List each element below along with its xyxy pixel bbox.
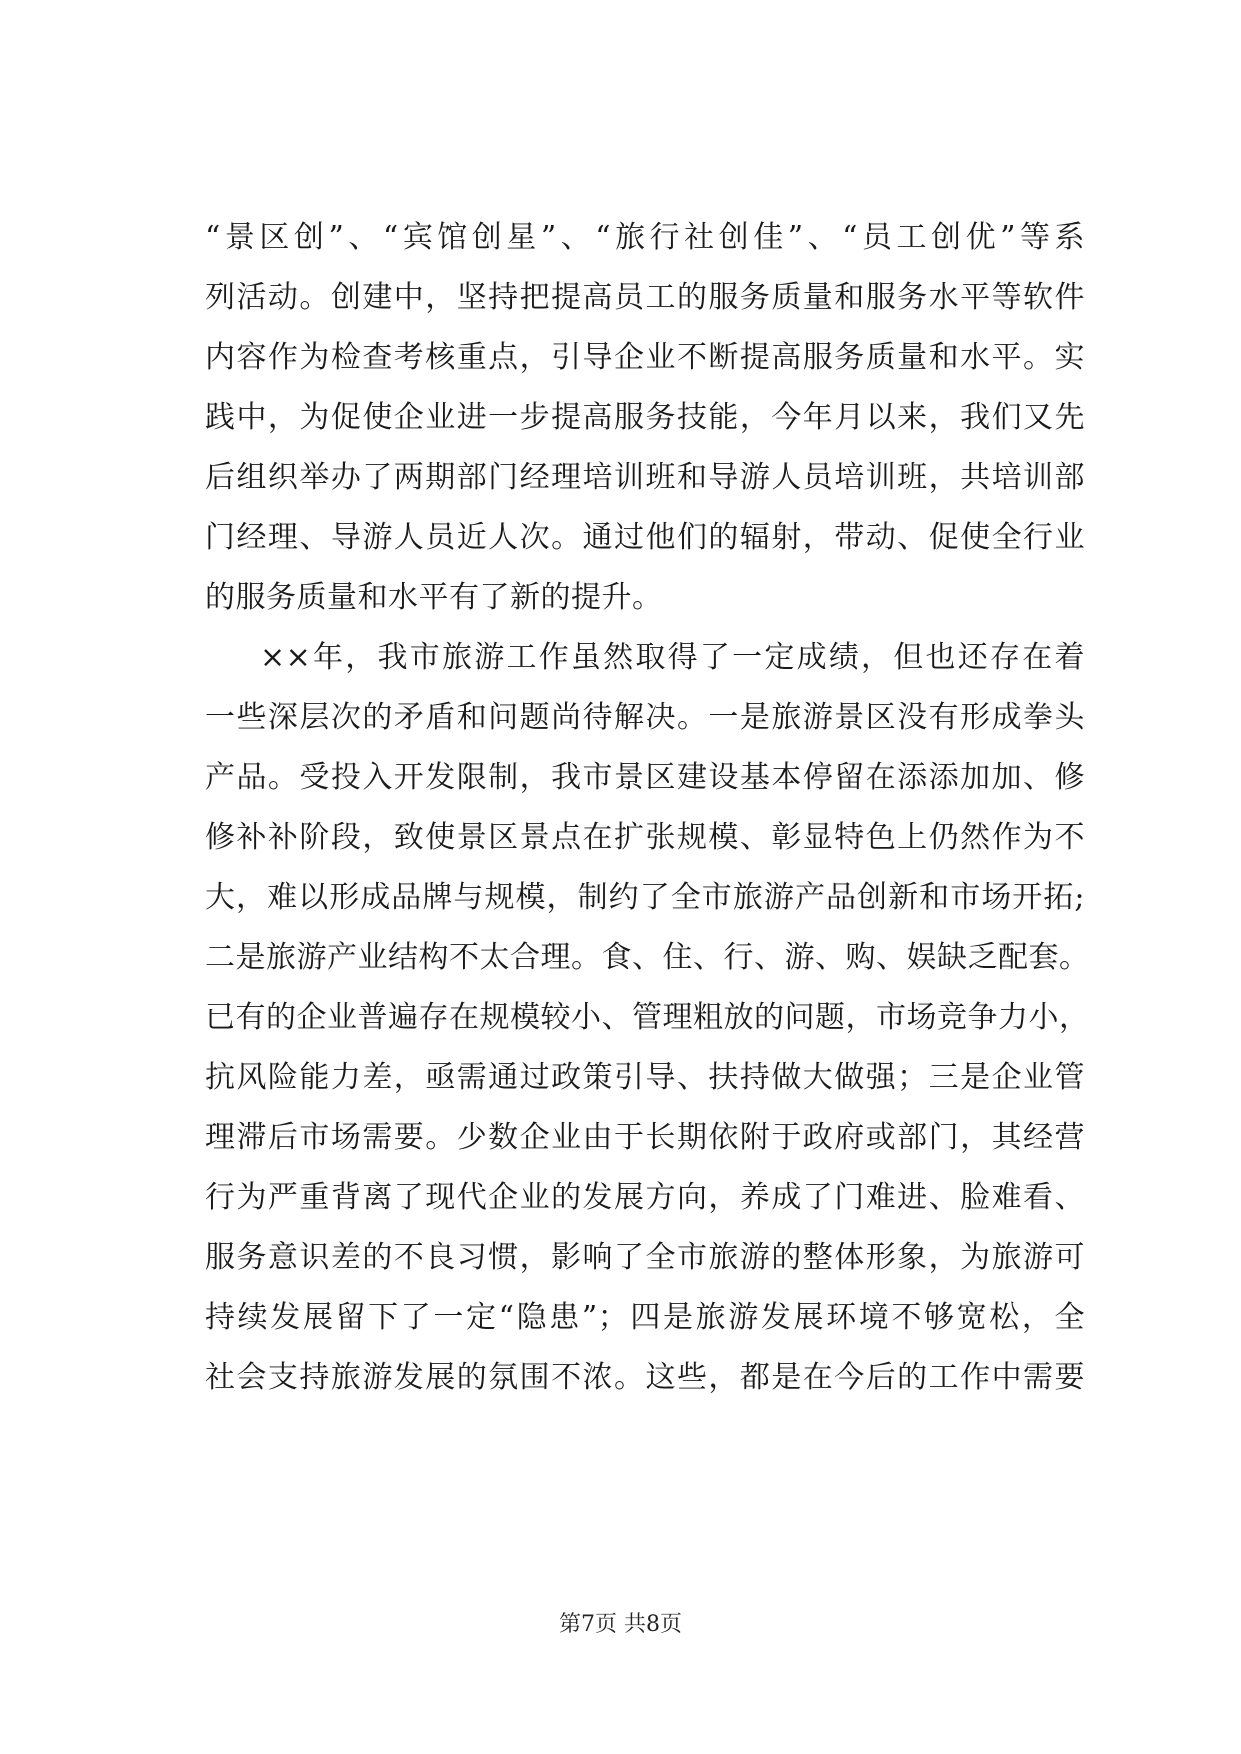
- text-line: 持续发展留下了一定“隐患”；四是旅游发展环境不够宽松，全: [205, 1300, 1085, 1335]
- text-line: 抗风险能力差，亟需通过政策引导、扶持做大做强；三是企业管: [205, 1060, 1085, 1095]
- text-line: 行为严重背离了现代企业的发展方向，养成了门难进、脸难看、: [205, 1180, 1085, 1215]
- text-line: “景区创”、“宾馆创星”、“旅行社创佳”、“员工创优”等系: [205, 220, 1085, 255]
- text-line: 门经理、导游人员近人次。通过他们的辐射，带动、促使全行业: [205, 520, 1085, 555]
- text-line: 修补补阶段，致使景区景点在扩张规模、彰显特色上仍然作为不: [205, 820, 1085, 855]
- text-line: 服务意识差的不良习惯，影响了全市旅游的整体形象，为旅游可: [205, 1240, 1085, 1275]
- page-number-footer: 第7页 共8页: [559, 1612, 682, 1637]
- text-line: 践中，为促使企业进一步提高服务技能，今年月以来，我们又先: [205, 400, 1085, 435]
- text-line: 理滞后市场需要。少数企业由于长期依附于政府或部门，其经营: [205, 1120, 1085, 1155]
- text-line: 一些深层次的矛盾和问题尚待解决。一是旅游景区没有形成拳头: [205, 700, 1085, 735]
- paragraph-first-line: ××年，我市旅游工作虽然取得了一定成绩，但也还存在着: [260, 640, 1085, 675]
- text-line: 产品。受投入开发限制，我市景区建设基本停留在添添加加、修: [205, 760, 1085, 795]
- text-line: 内容作为检查考核重点，引导企业不断提高服务质量和水平。实: [205, 340, 1085, 375]
- text-line: 后组织举办了两期部门经理培训班和导游人员培训班，共培训部: [205, 460, 1085, 495]
- text-line: 已有的企业普遍存在规模较小、管理粗放的问题，市场竞争力小，: [205, 1000, 1090, 1035]
- text-line: 二是旅游产业结构不太合理。食、住、行、游、购、娱缺乏配套。: [205, 940, 1090, 975]
- text-line: 大，难以形成品牌与规模，制约了全市旅游产品创新和市场开拓;: [205, 880, 1085, 915]
- text-line: 社会支持旅游发展的氛围不浓。这些，都是在今后的工作中需要: [205, 1360, 1085, 1395]
- text-line: 的服务质量和水平有了新的提升。: [205, 580, 663, 615]
- text-line: 列活动。创建中，坚持把提高员工的服务质量和服务水平等软件: [205, 280, 1085, 315]
